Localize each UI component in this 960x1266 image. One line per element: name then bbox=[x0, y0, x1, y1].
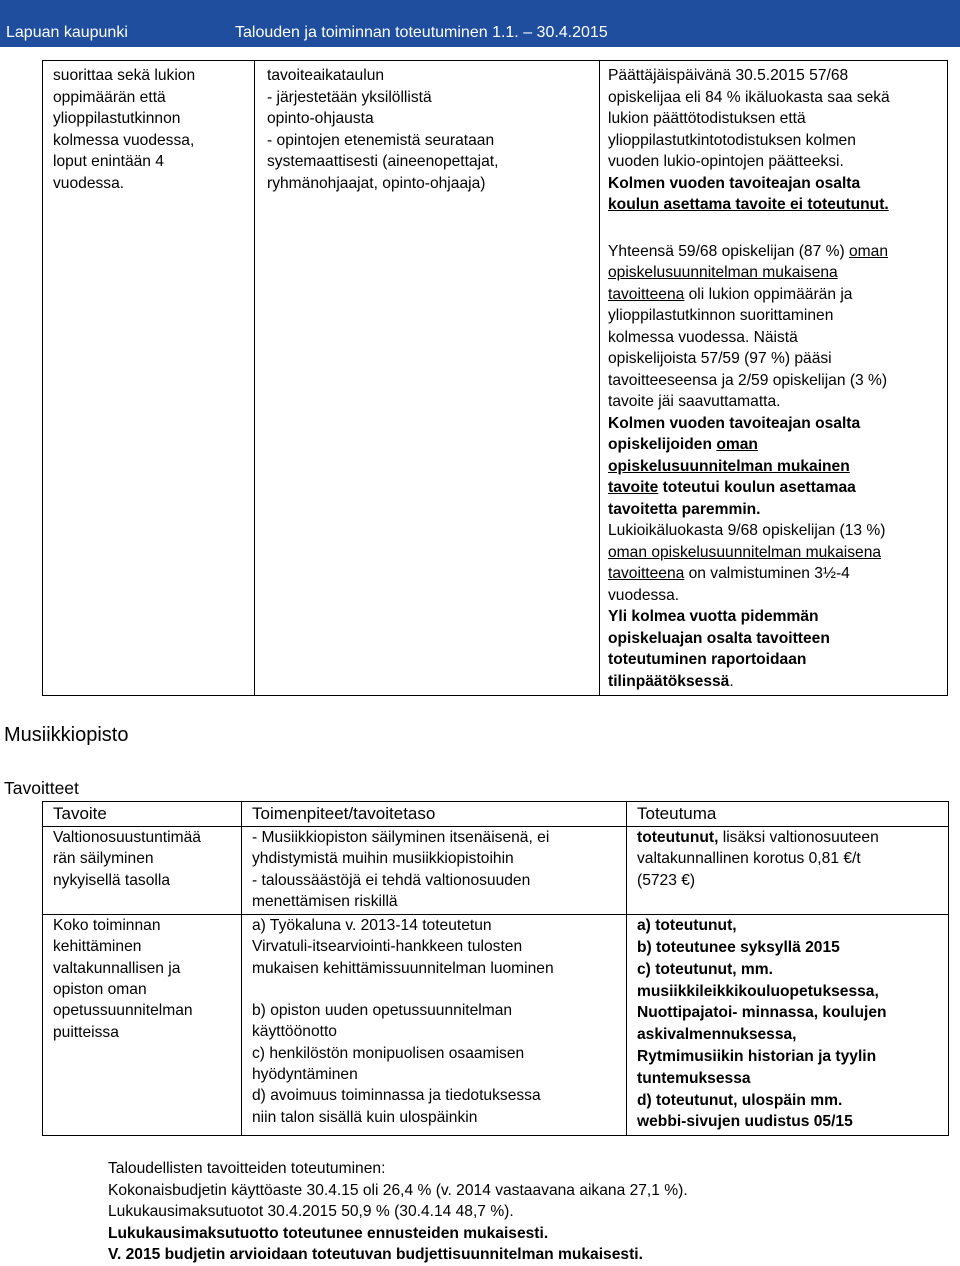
text-line: Lukukausimaksutuotot 30.4.2015 50,9 % (30.4.14 48,7 %). bbox=[108, 1203, 514, 1220]
text-line: lukion päättötodistuksen että bbox=[608, 110, 806, 127]
text-line: oman opiskelusuunnitelman mukaisena bbox=[608, 543, 882, 561]
text-line: opiskeluajan osalta tavoitteen bbox=[608, 629, 830, 647]
section-title: Musiikkiopisto bbox=[4, 724, 129, 746]
text-line: opiskelusuunnitelman mukaisena bbox=[608, 264, 838, 281]
text-line: vuodessa. bbox=[53, 174, 125, 192]
text-line: on valmistuminen 3½-4 bbox=[684, 565, 850, 582]
text-line: Valtionosuustuntimää bbox=[53, 829, 201, 846]
text-line: tilinpäätöksessä bbox=[608, 672, 730, 690]
text-line: kolmessa vuodessa. Näistä bbox=[608, 328, 798, 346]
text-line: mukaisen kehittämissuunnitelman luominen bbox=[252, 959, 554, 977]
text-line: nykyisellä tasolla bbox=[53, 871, 171, 889]
text-line: webbi-sivujen uudistus 05/15 bbox=[637, 1113, 853, 1131]
text-line: Nuottipajatoi- minnassa, koulujen bbox=[637, 1004, 887, 1022]
text-line: Rytmimusiikin historian ja tyylin bbox=[637, 1047, 877, 1065]
text-line: Yli kolmea vuotta pidemmän bbox=[608, 608, 819, 625]
text-line: oli lukion oppimäärän ja bbox=[684, 285, 853, 303]
goal-cell bbox=[43, 61, 255, 696]
text-line: oppimäärän että bbox=[53, 88, 166, 106]
text-line: tavoite bbox=[608, 479, 659, 496]
text-line: opetussuunnitelman bbox=[53, 1002, 193, 1020]
text-line: opiskelijoiden bbox=[608, 436, 717, 453]
header-result: Toteutuma bbox=[627, 802, 949, 827]
actions-cell bbox=[242, 827, 627, 915]
musiikkiopisto-goals-table bbox=[42, 801, 949, 1136]
actions-cell bbox=[255, 61, 600, 696]
lukio-goals-table-continued bbox=[42, 60, 948, 696]
text-line: käyttöönotto bbox=[252, 1023, 337, 1041]
text-line: askivalmennuksessa, bbox=[637, 1026, 797, 1044]
text-line: Lukukausimaksutuotto toteutunee ennusteiden mukaisesti. bbox=[108, 1224, 549, 1242]
text-line: - järjestetään yksilöllistä bbox=[267, 88, 432, 106]
text-line: Lukioikäluokasta 9/68 opiskelijan (13 %) bbox=[608, 522, 886, 539]
text-line: ylioppilastutkinnon suorittaminen bbox=[608, 307, 834, 324]
text-line: opinto-ohjausta bbox=[267, 110, 374, 127]
text-line: opiskelijoista 57/59 (97 %) pääsi bbox=[608, 350, 832, 367]
text-line: - opintojen etenemistä seurataan bbox=[267, 131, 495, 149]
actions-cell bbox=[242, 915, 627, 1136]
text-line: vuoden lukio-opintojen päätteeksi. bbox=[608, 153, 844, 170]
text-line: kolmessa vuodessa, bbox=[53, 131, 195, 149]
table-row bbox=[43, 827, 949, 915]
text-line: koulun asettama tavoite ei toteutunut. bbox=[608, 196, 889, 213]
text-line: tavoitteena bbox=[608, 285, 685, 303]
text-line: Virvatuli-itsearviointi-hankkeen tulosten bbox=[252, 938, 523, 956]
table-row bbox=[43, 915, 949, 1136]
text-line: Kolmen vuoden tavoiteajan osalta bbox=[608, 414, 861, 432]
text-line: d) toteutunut, ulospäin mm. bbox=[637, 1091, 843, 1109]
text-line: tavoiteaikataulun bbox=[267, 67, 385, 84]
goal-cell bbox=[43, 827, 242, 915]
text-line: Kokonaisbudjetin käyttöaste 30.4.15 oli 26,4 % (v. 2014 vastaavana aikana 27,1 %). bbox=[108, 1181, 688, 1199]
text-line: tavoitteeseensa ja 2/59 opiskelijan (3 %) bbox=[608, 371, 888, 389]
text-line: - Musiikkiopiston säilyminen itsenäisenä, ei bbox=[252, 829, 550, 846]
header-goal: Tavoite bbox=[43, 802, 242, 827]
header-title: Talouden ja toiminnan toteutuminen 1.1. – 30.4.2015 bbox=[235, 24, 608, 41]
text-line: - taloussäästöjä ei tehdä valtionosuuden bbox=[252, 871, 531, 889]
header-org: Lapuan kaupunki bbox=[6, 24, 128, 41]
budget-summary bbox=[108, 1158, 688, 1266]
text-line: yhdistymistä muihin musiikkiopistoihin bbox=[252, 850, 514, 868]
text-line: systemaattisesti (aineenopettajat, bbox=[267, 153, 499, 170]
text-line: valtakunnallisen ja bbox=[53, 959, 181, 977]
text-line: ylioppilastutkinnon bbox=[53, 110, 181, 127]
text-line: menettämisen riskillä bbox=[252, 892, 398, 910]
text-line: tuntemuksessa bbox=[637, 1069, 751, 1087]
text-line: Taloudellisten tavoitteiden toteutuminen: bbox=[108, 1160, 386, 1177]
table-header-row bbox=[43, 802, 949, 827]
text-line: d) avoimuus toiminnassa ja tiedotuksessa bbox=[252, 1087, 541, 1105]
text-line: suorittaa sekä lukion bbox=[53, 67, 196, 84]
text-line: toteutui koulun asettamaa bbox=[658, 479, 856, 496]
text-line: lisäksi valtionosuuteen bbox=[718, 829, 879, 846]
text-line: b) toteutunee syksyllä 2015 bbox=[637, 938, 840, 956]
goal-cell bbox=[43, 915, 242, 1136]
text-line: a) toteutunut, bbox=[637, 917, 737, 935]
text-line: opiskelusuunnitelman mukainen bbox=[608, 457, 850, 475]
text-line: vuodessa. bbox=[608, 586, 680, 604]
text-line: kehittäminen bbox=[53, 938, 142, 956]
text-line: toteutunut, bbox=[637, 829, 719, 846]
header-actions: Toimenpiteet/tavoitetaso bbox=[242, 802, 627, 827]
text-line: . bbox=[729, 672, 734, 690]
text-line: b) opiston uuden opetussuunnitelman bbox=[252, 1002, 513, 1020]
text-line: tavoitetta paremmin. bbox=[608, 500, 761, 518]
text-line: ryhmänohjaajat, opinto-ohjaaja) bbox=[267, 174, 486, 192]
text-line: Koko toiminnan bbox=[53, 917, 161, 935]
result-cell bbox=[600, 61, 948, 696]
text-line: Kolmen vuoden tavoiteajan osalta bbox=[608, 174, 861, 192]
text-line: Yhteensä 59/68 opiskelijan (87 %) bbox=[608, 242, 849, 260]
text-line: tavoitteena bbox=[608, 565, 685, 582]
text-line: V. 2015 budjetin arvioidaan toteutuvan budjettisuunnitelman mukaisesti. bbox=[108, 1246, 643, 1263]
text-line: valtakunnallinen korotus 0,81 €/t bbox=[637, 850, 861, 868]
text-line: rän säilyminen bbox=[53, 850, 154, 868]
text-line: oman bbox=[849, 242, 889, 260]
text-line: tavoite jäi saavuttamatta. bbox=[608, 393, 781, 410]
text-line: puitteissa bbox=[53, 1023, 119, 1041]
subsection-title: Tavoitteet bbox=[4, 778, 79, 798]
text-line: loput enintään 4 bbox=[53, 153, 164, 170]
text-line: c) henkilöstön monipuolisen osaamisen bbox=[252, 1044, 525, 1062]
result-cell bbox=[627, 827, 949, 915]
text-line: opiston oman bbox=[53, 981, 147, 999]
text-line: Päättäjäispäivänä 30.5.2015 57/68 bbox=[608, 67, 849, 84]
text-line: hyödyntäminen bbox=[252, 1065, 358, 1083]
text-line: niin talon sisällä kuin ulospäinkin bbox=[252, 1108, 478, 1126]
text-line: opiskelijaa eli 84 % ikäluokasta saa sekä bbox=[608, 88, 890, 106]
text-line: toteutuminen raportoidaan bbox=[608, 651, 807, 668]
text-line: musiikkileikkikouluopetuksessa, bbox=[637, 982, 879, 1000]
text-line: (5723 €) bbox=[637, 871, 696, 889]
text-line: oman bbox=[716, 436, 758, 453]
result-cell bbox=[627, 915, 949, 1136]
text-line: ylioppilastutkintotodistuksen kolmen bbox=[608, 131, 856, 149]
text-line: a) Työkaluna v. 2013-14 toteutetun bbox=[252, 917, 492, 935]
text-line: c) toteutunut, mm. bbox=[637, 960, 773, 978]
page-header-bar bbox=[0, 0, 960, 47]
page-number: 11 bbox=[883, 2, 904, 24]
